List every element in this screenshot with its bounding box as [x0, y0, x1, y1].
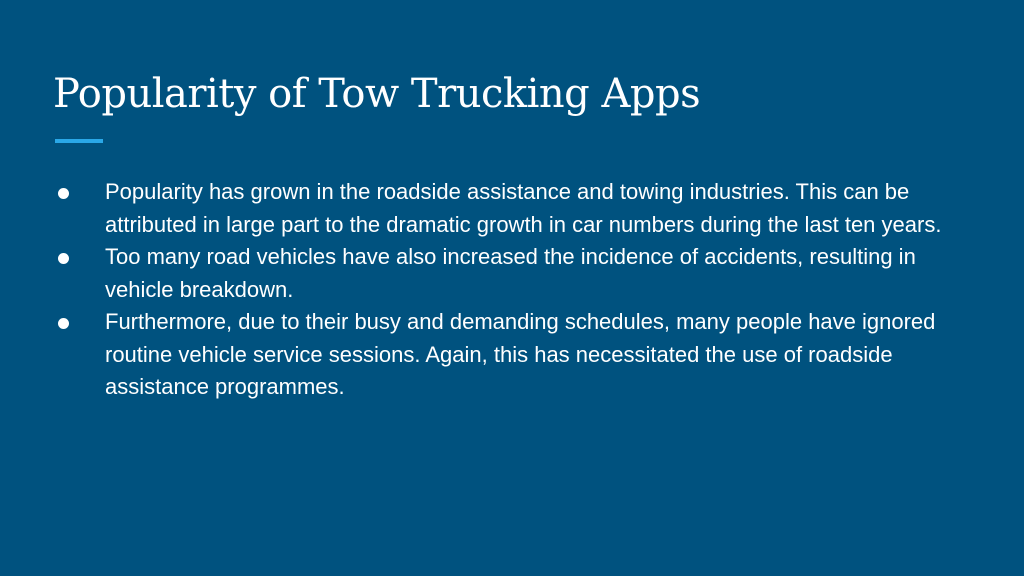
- bullet-text: Too many road vehicles have also increased the incidence of accidents, resulting in vehicle breakdown.: [105, 244, 916, 302]
- bullet-dot-icon: [58, 188, 69, 199]
- bullet-text: Furthermore, due to their busy and demanding schedules, many people have ignored routine vehicle service sessions. Again, this has necessitated the use of roadside assistance programmes.: [105, 309, 936, 399]
- slide-title: Popularity of Tow Trucking Apps: [53, 71, 701, 117]
- bullet-text: Popularity has grown in the roadside assistance and towing industries. This can be attributed in large part to the dramatic growth in car numbers during the last ten years.: [105, 179, 942, 237]
- bullet-dot-icon: [58, 253, 69, 264]
- bullet-list: [54, 176, 984, 404]
- title-accent-line: [55, 139, 103, 143]
- bullet-dot-icon: [58, 318, 69, 329]
- bullet-item: [54, 306, 984, 404]
- bullet-item: [54, 241, 984, 306]
- bullet-item: [54, 176, 984, 241]
